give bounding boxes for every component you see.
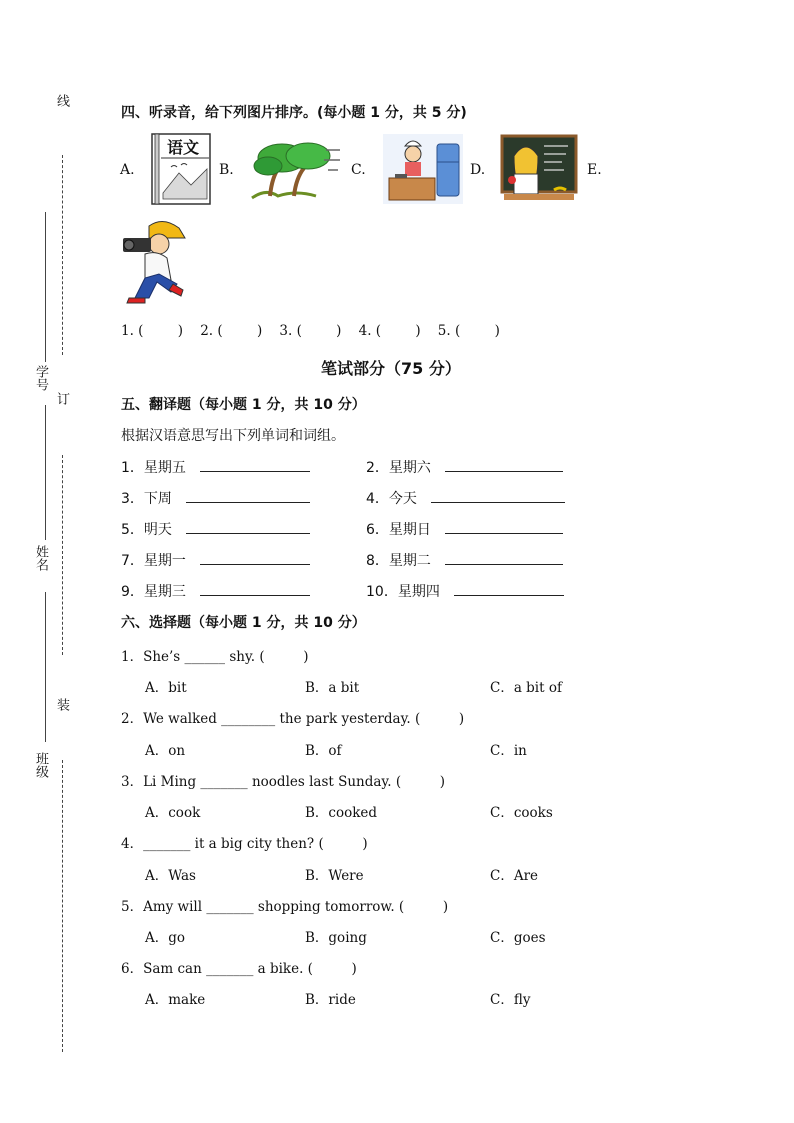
choice-6-option-c[interactable]: C．fly bbox=[490, 992, 531, 1008]
translate-blank-3[interactable] bbox=[186, 488, 310, 503]
translate-item-9-label: 9．星期三 bbox=[121, 584, 186, 600]
choice-1-option-c[interactable]: C．a bit of bbox=[490, 680, 562, 696]
choice-2-option-c[interactable]: C．in bbox=[490, 743, 527, 759]
section5-heading: 五、翻译题（每小题 1 分，共 10 分） bbox=[121, 397, 366, 413]
choice-question-4: 4．_______ it a big city then? ( ) bbox=[121, 836, 368, 852]
translate-item-5 bbox=[121, 519, 310, 539]
translate-item-7 bbox=[121, 550, 310, 570]
translate-blank-8[interactable] bbox=[445, 550, 563, 565]
xingming-label: 姓名 bbox=[33, 545, 48, 571]
section4-heading: 四、听录音，给下列图片排序。(每小题 1 分，共 5 分) bbox=[121, 105, 467, 121]
choice-question-5: 5．Amy will _______ shopping tomorrow. ( ) bbox=[121, 899, 449, 915]
translate-item-8 bbox=[366, 550, 563, 570]
translate-blank-4[interactable] bbox=[431, 488, 565, 503]
section5-instruction: 根据汉语意思写出下列单词和词组。 bbox=[121, 428, 345, 444]
margin-dash-2 bbox=[62, 455, 63, 655]
chinese-book-icon bbox=[151, 133, 211, 205]
choice-6-option-a[interactable]: A．make bbox=[145, 992, 206, 1008]
choice-5-option-b[interactable]: B．going bbox=[305, 930, 367, 946]
choice-5-option-c[interactable]: C．goes bbox=[490, 930, 546, 946]
choice-1-option-a[interactable]: A．bit bbox=[145, 680, 187, 696]
xingming-line bbox=[45, 405, 46, 540]
translate-blank-7[interactable] bbox=[200, 550, 310, 565]
translate-item-6 bbox=[366, 519, 563, 539]
choice-1-option-b[interactable]: B．a bit bbox=[305, 680, 360, 696]
choice-question-3: 3．Li Ming _______ noodles last Sunday. ( ) bbox=[121, 774, 445, 790]
translate-item-10-label: 10．星期四 bbox=[366, 584, 440, 600]
banji-label: 班级 bbox=[33, 752, 48, 778]
choice-2-option-b[interactable]: B．of bbox=[305, 743, 342, 759]
xuehao-label: 学号 bbox=[33, 365, 48, 391]
xuehao-line bbox=[45, 212, 46, 362]
translate-item-2 bbox=[366, 457, 563, 477]
choice-2-option-a[interactable]: A．on bbox=[145, 743, 186, 759]
choice-4-option-b[interactable]: B．Were bbox=[305, 868, 364, 884]
translate-item-10 bbox=[366, 581, 564, 601]
translate-item-4-label: 4．今天 bbox=[366, 491, 417, 507]
choice-question-6: 6．Sam can _______ a bike. ( ) bbox=[121, 961, 357, 977]
translate-blank-5[interactable] bbox=[186, 519, 310, 534]
windy-trees-icon bbox=[246, 136, 344, 202]
section4-answer-slots[interactable]: 1. ( ) 2. ( ) 3. ( ) 4. ( ) 5. ( ) bbox=[121, 323, 500, 339]
choice-question-1: 1．She’s ______ shy. ( ) bbox=[121, 649, 309, 665]
translate-item-1 bbox=[121, 457, 310, 477]
teacher-blackboard-icon bbox=[500, 134, 578, 204]
book-title-text: 语文 bbox=[166, 138, 200, 157]
margin-zhuang-label: 装 bbox=[54, 698, 69, 711]
margin-dash-3 bbox=[62, 760, 63, 1052]
label-b: B. bbox=[219, 162, 234, 178]
choice-3-option-b[interactable]: B．cooked bbox=[305, 805, 378, 821]
choice-question-2: 2．We walked ________ the park yesterday. ( ) bbox=[121, 711, 465, 727]
written-part-title: 笔试部分（75 分） bbox=[321, 359, 461, 378]
label-a: A. bbox=[120, 162, 135, 178]
translate-item-8-label: 8．星期二 bbox=[366, 553, 431, 569]
margin-line-label: 线 bbox=[54, 94, 69, 107]
translate-item-4 bbox=[366, 488, 565, 508]
choice-4-option-c[interactable]: C．Are bbox=[490, 868, 539, 884]
translate-blank-2[interactable] bbox=[445, 457, 563, 472]
translate-item-3 bbox=[121, 488, 310, 508]
margin-ding-label: 订 bbox=[54, 392, 69, 405]
translate-blank-6[interactable] bbox=[445, 519, 563, 534]
section6-heading: 六、选择题（每小题 1 分，共 10 分） bbox=[121, 615, 366, 631]
translate-item-6-label: 6．星期日 bbox=[366, 522, 431, 538]
label-d: D. bbox=[470, 162, 486, 178]
translate-item-3-label: 3．下周 bbox=[121, 491, 172, 507]
margin-dash-1 bbox=[62, 155, 63, 355]
translate-blank-1[interactable] bbox=[200, 457, 310, 472]
choice-5-option-a[interactable]: A．go bbox=[145, 930, 186, 946]
choice-3-option-a[interactable]: A．cook bbox=[145, 805, 201, 821]
label-e: E. bbox=[587, 162, 602, 178]
translate-blank-9[interactable] bbox=[200, 581, 310, 596]
translate-blank-10[interactable] bbox=[454, 581, 564, 596]
translate-item-5-label: 5．明天 bbox=[121, 522, 172, 538]
cooking-kitchen-icon bbox=[383, 134, 463, 204]
translate-item-7-label: 7．星期一 bbox=[121, 553, 186, 569]
label-c: C. bbox=[351, 162, 366, 178]
banji-line bbox=[45, 592, 46, 742]
translate-item-1-label: 1．星期五 bbox=[121, 460, 186, 476]
photographer-icon bbox=[119, 218, 189, 308]
translate-item-2-label: 2．星期六 bbox=[366, 460, 431, 476]
choice-4-option-a[interactable]: A．Was bbox=[145, 868, 196, 884]
choice-3-option-c[interactable]: C．cooks bbox=[490, 805, 553, 821]
translate-item-9 bbox=[121, 581, 310, 601]
choice-6-option-b[interactable]: B．ride bbox=[305, 992, 356, 1008]
